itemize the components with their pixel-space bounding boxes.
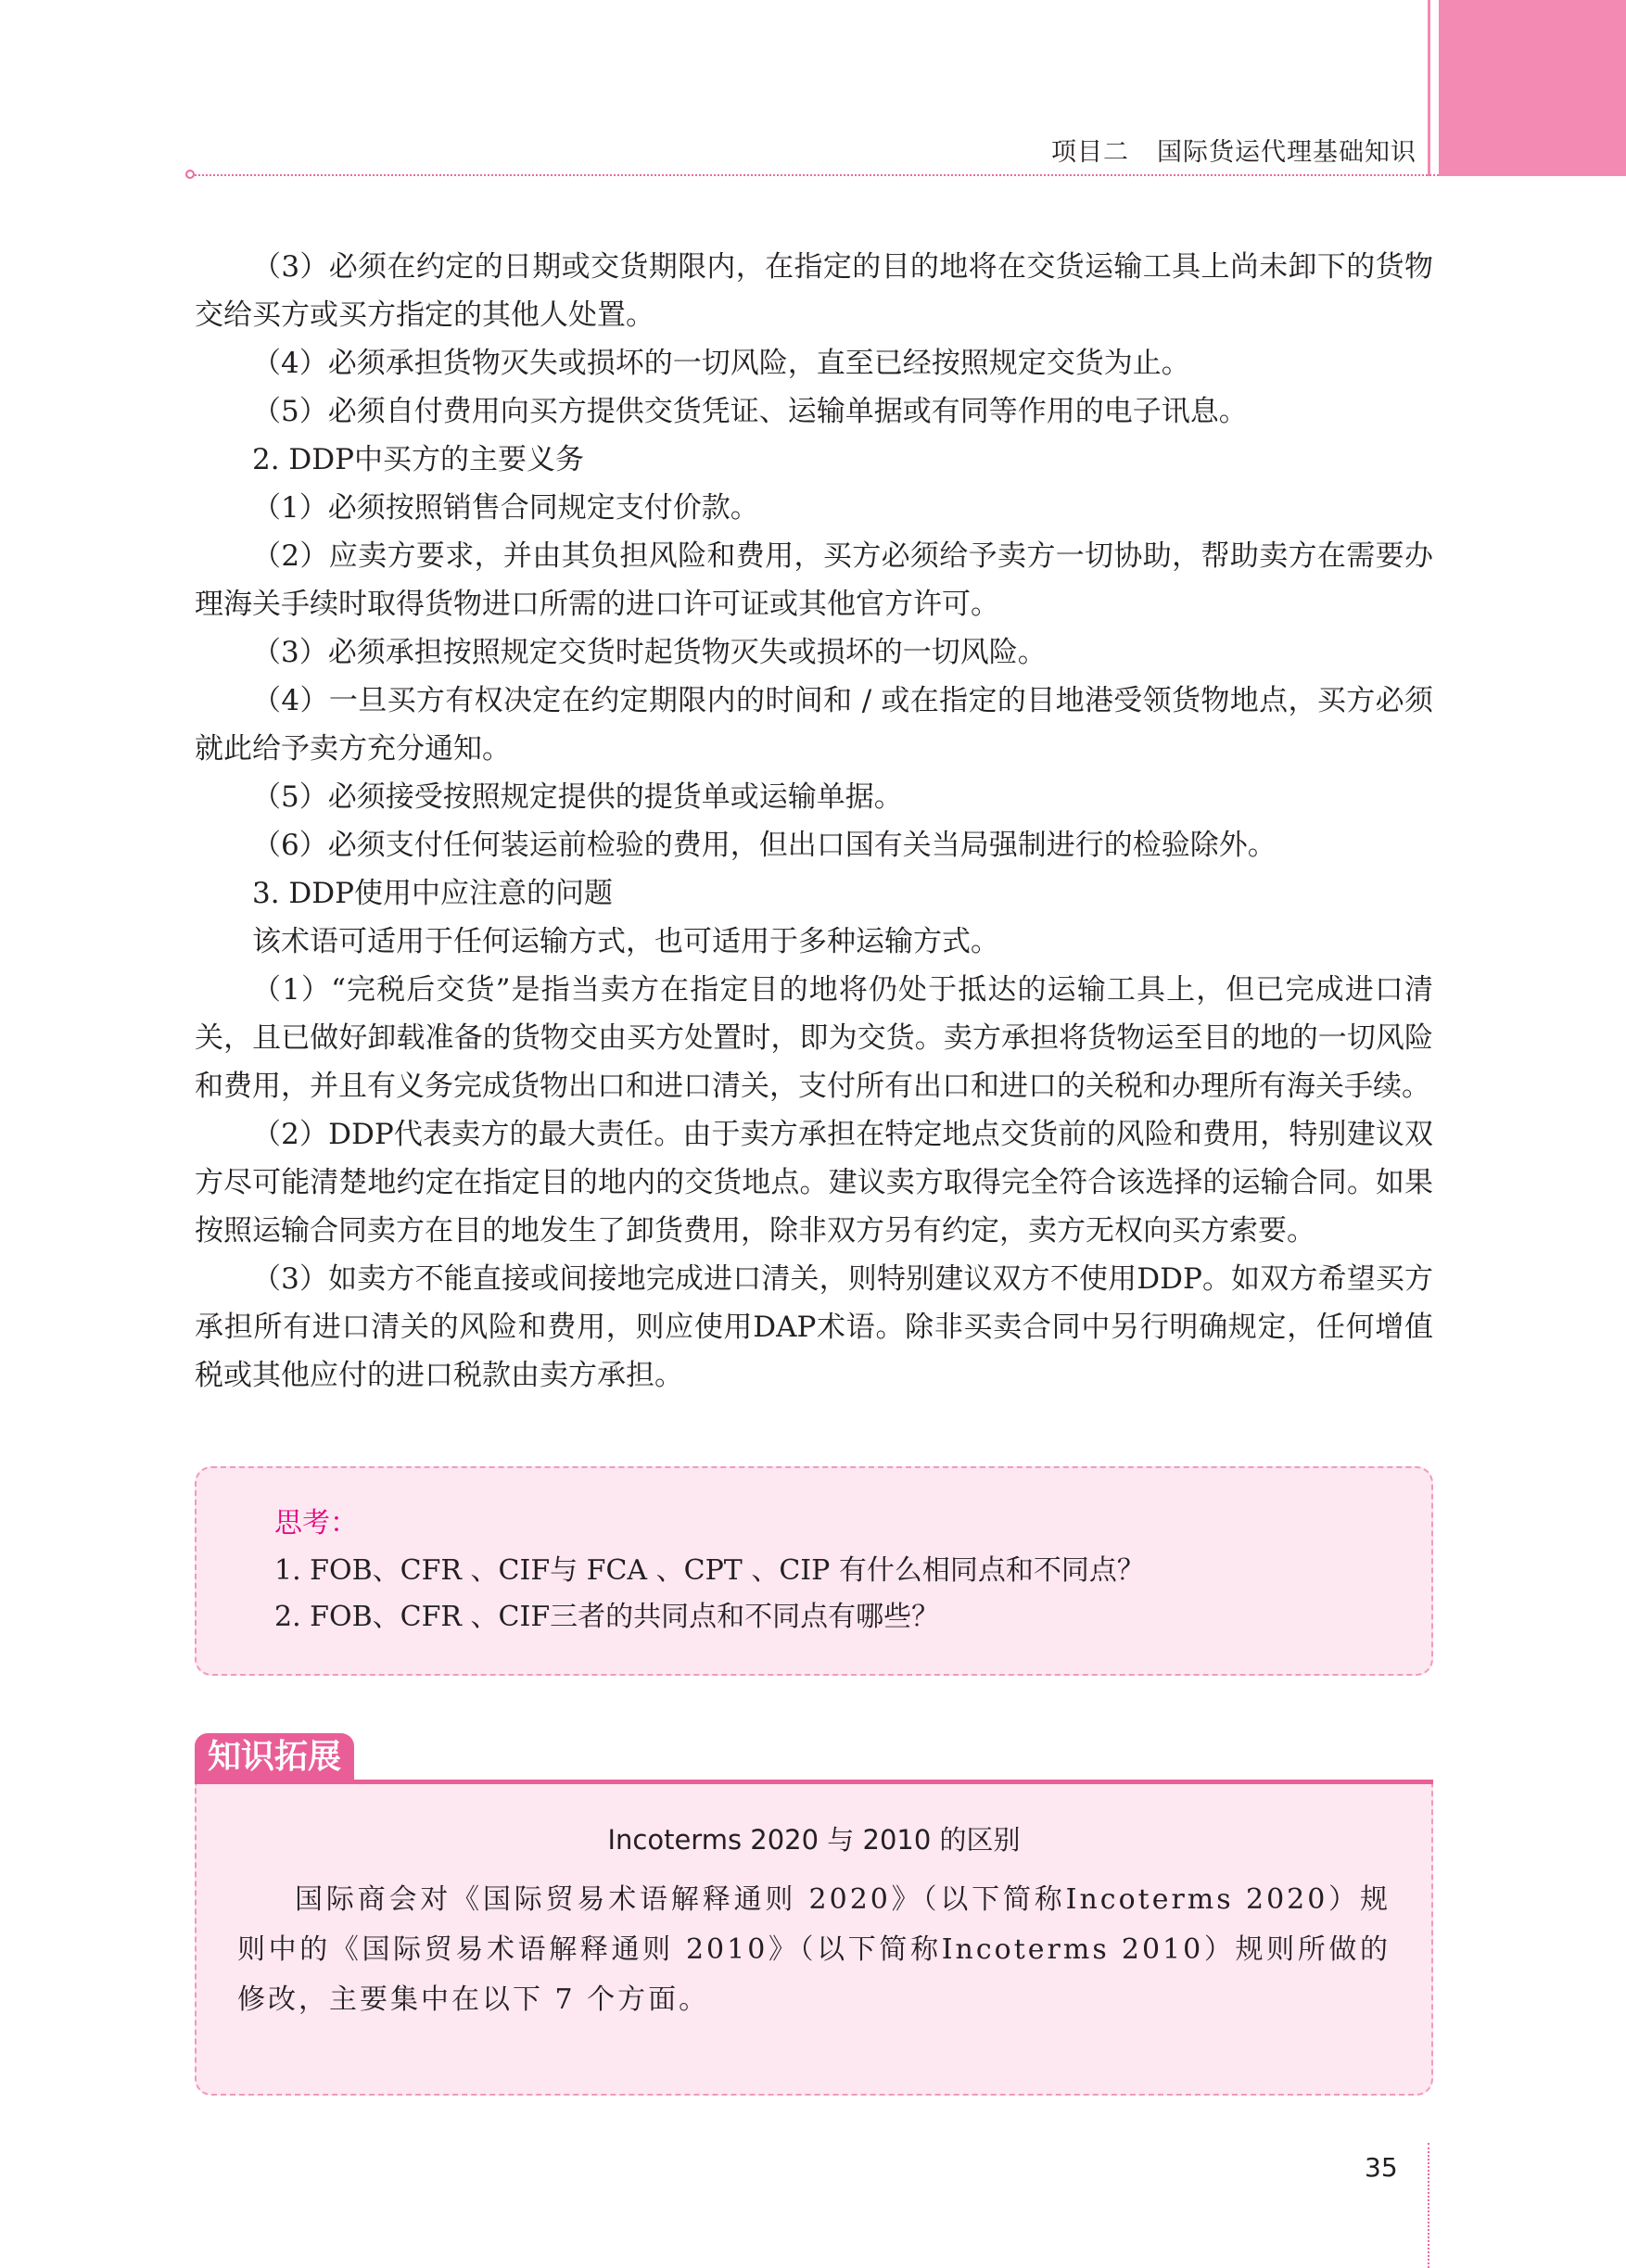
running-head-project: 项目二 <box>1051 138 1129 167</box>
paragraph: （2）应卖方要求，并由其负担风险和费用，买方必须给予卖方一切协助，帮助卖方在需要办理海关手续时取得货物进口所需的进口许可证或其他官方许可。 <box>195 539 1433 621</box>
paragraph: （3）必须承担按照规定交货时起货物灭失或损坏的一切风险。 <box>252 636 1047 669</box>
running-head-chapter: 国际货运代理基础知识 <box>1157 138 1416 167</box>
header-color-tab <box>1439 0 1626 176</box>
extension-box <box>195 1784 1433 2096</box>
extension-text: 国际商会对《国际贸易术语解释通则 2020》（以下简称Incoterms 2020）规则中的《国际贸易术语解释通则 2010》（以下简称Incoterms 2010）规则所做的修改，主要集中在以下 7 个方面。 <box>237 1883 1391 2016</box>
header-rule-dot <box>185 170 195 179</box>
think-title: 思考： <box>274 1507 358 1539</box>
paragraph: （2）DDP代表卖方的最大责任。由于卖方承担在特定地点交货前的风险和费用，特别建议双方尽可能清楚地约定在指定目的地内的交货地点。建议卖方取得完全符合该选择的运输合同。如果按照运输合同卖方在目的地发生了卸货费用，除非双方另有约定，卖方无权向买方索要。 <box>195 1118 1433 1248</box>
think-question: 1. FOB、CFR 、CIF与 FCA 、CPT 、CIP 有什么相同点和不同点？ <box>274 1554 1145 1587</box>
footer-rule <box>1428 2143 1429 2268</box>
paragraph: （5）必须自付费用向买方提供交货凭证、运输单据或有同等作用的电子讯息。 <box>252 395 1248 428</box>
paragraph: 该术语可适用于任何运输方式，也可适用于多种运输方式。 <box>252 925 999 958</box>
running-head <box>1051 132 1416 168</box>
extension-label: 知识拓展 <box>195 1733 354 1781</box>
paragraph: （4）一旦买方有权决定在约定期限内的时间和 / 或在指定的目地港受领货物地点，买方必须就此给予卖方充分通知。 <box>195 684 1433 766</box>
paragraph: （6）必须支付任何装运前检验的费用，但出口国有关当局强制进行的检验除外。 <box>252 829 1277 862</box>
header-rule <box>195 174 1439 176</box>
paragraph: （4）必须承担货物灭失或损坏的一切风险，直至已经按照规定交货为止。 <box>252 347 1190 380</box>
paragraph: （3）必须在约定的日期或交货期限内，在指定的目的地将在交货运输工具上尚未卸下的货物交给买方或买方指定的其他人处置。 <box>195 250 1433 332</box>
header-tab-divider <box>1428 0 1430 176</box>
page-number: 35 <box>1365 2152 1398 2183</box>
paragraph: （5）必须接受按照规定提供的提货单或运输单据。 <box>252 780 903 814</box>
body-text <box>195 243 1433 1400</box>
section-heading: 2. DDP中买方的主要义务 <box>252 443 584 476</box>
paragraph: （1）“完税后交货”是指当卖方在指定目的地将仍处于抵达的运输工具上，但已完成进口清关，且已做好卸载准备的货物交由买方处置时，即为交货。卖方承担将货物运至目的地的一切风险和费用，并且有义务完成货物出口和进口清关，支付所有出口和进口的关税和办理所有海关手续。 <box>195 973 1433 1103</box>
paragraph: （1）必须按照销售合同规定支付价款。 <box>252 491 759 525</box>
think-box <box>195 1466 1433 1676</box>
section-heading: 3. DDP使用中应注意的问题 <box>252 877 613 910</box>
paragraph: （3）如卖方不能直接或间接地完成进口清关，则特别建议双方不使用DDP。如双方希望买方承担所有进口清关的风险和费用，则应使用DAP术语。除非买卖合同中另行明确规定，任何增值税或其他应付的进口税款由卖方承担。 <box>195 1262 1433 1392</box>
extension-title: Incoterms 2020 与 2010 的区别 <box>607 1824 1021 1856</box>
think-question: 2. FOB、CFR 、CIF三者的共同点和不同点有哪些？ <box>274 1601 940 1633</box>
